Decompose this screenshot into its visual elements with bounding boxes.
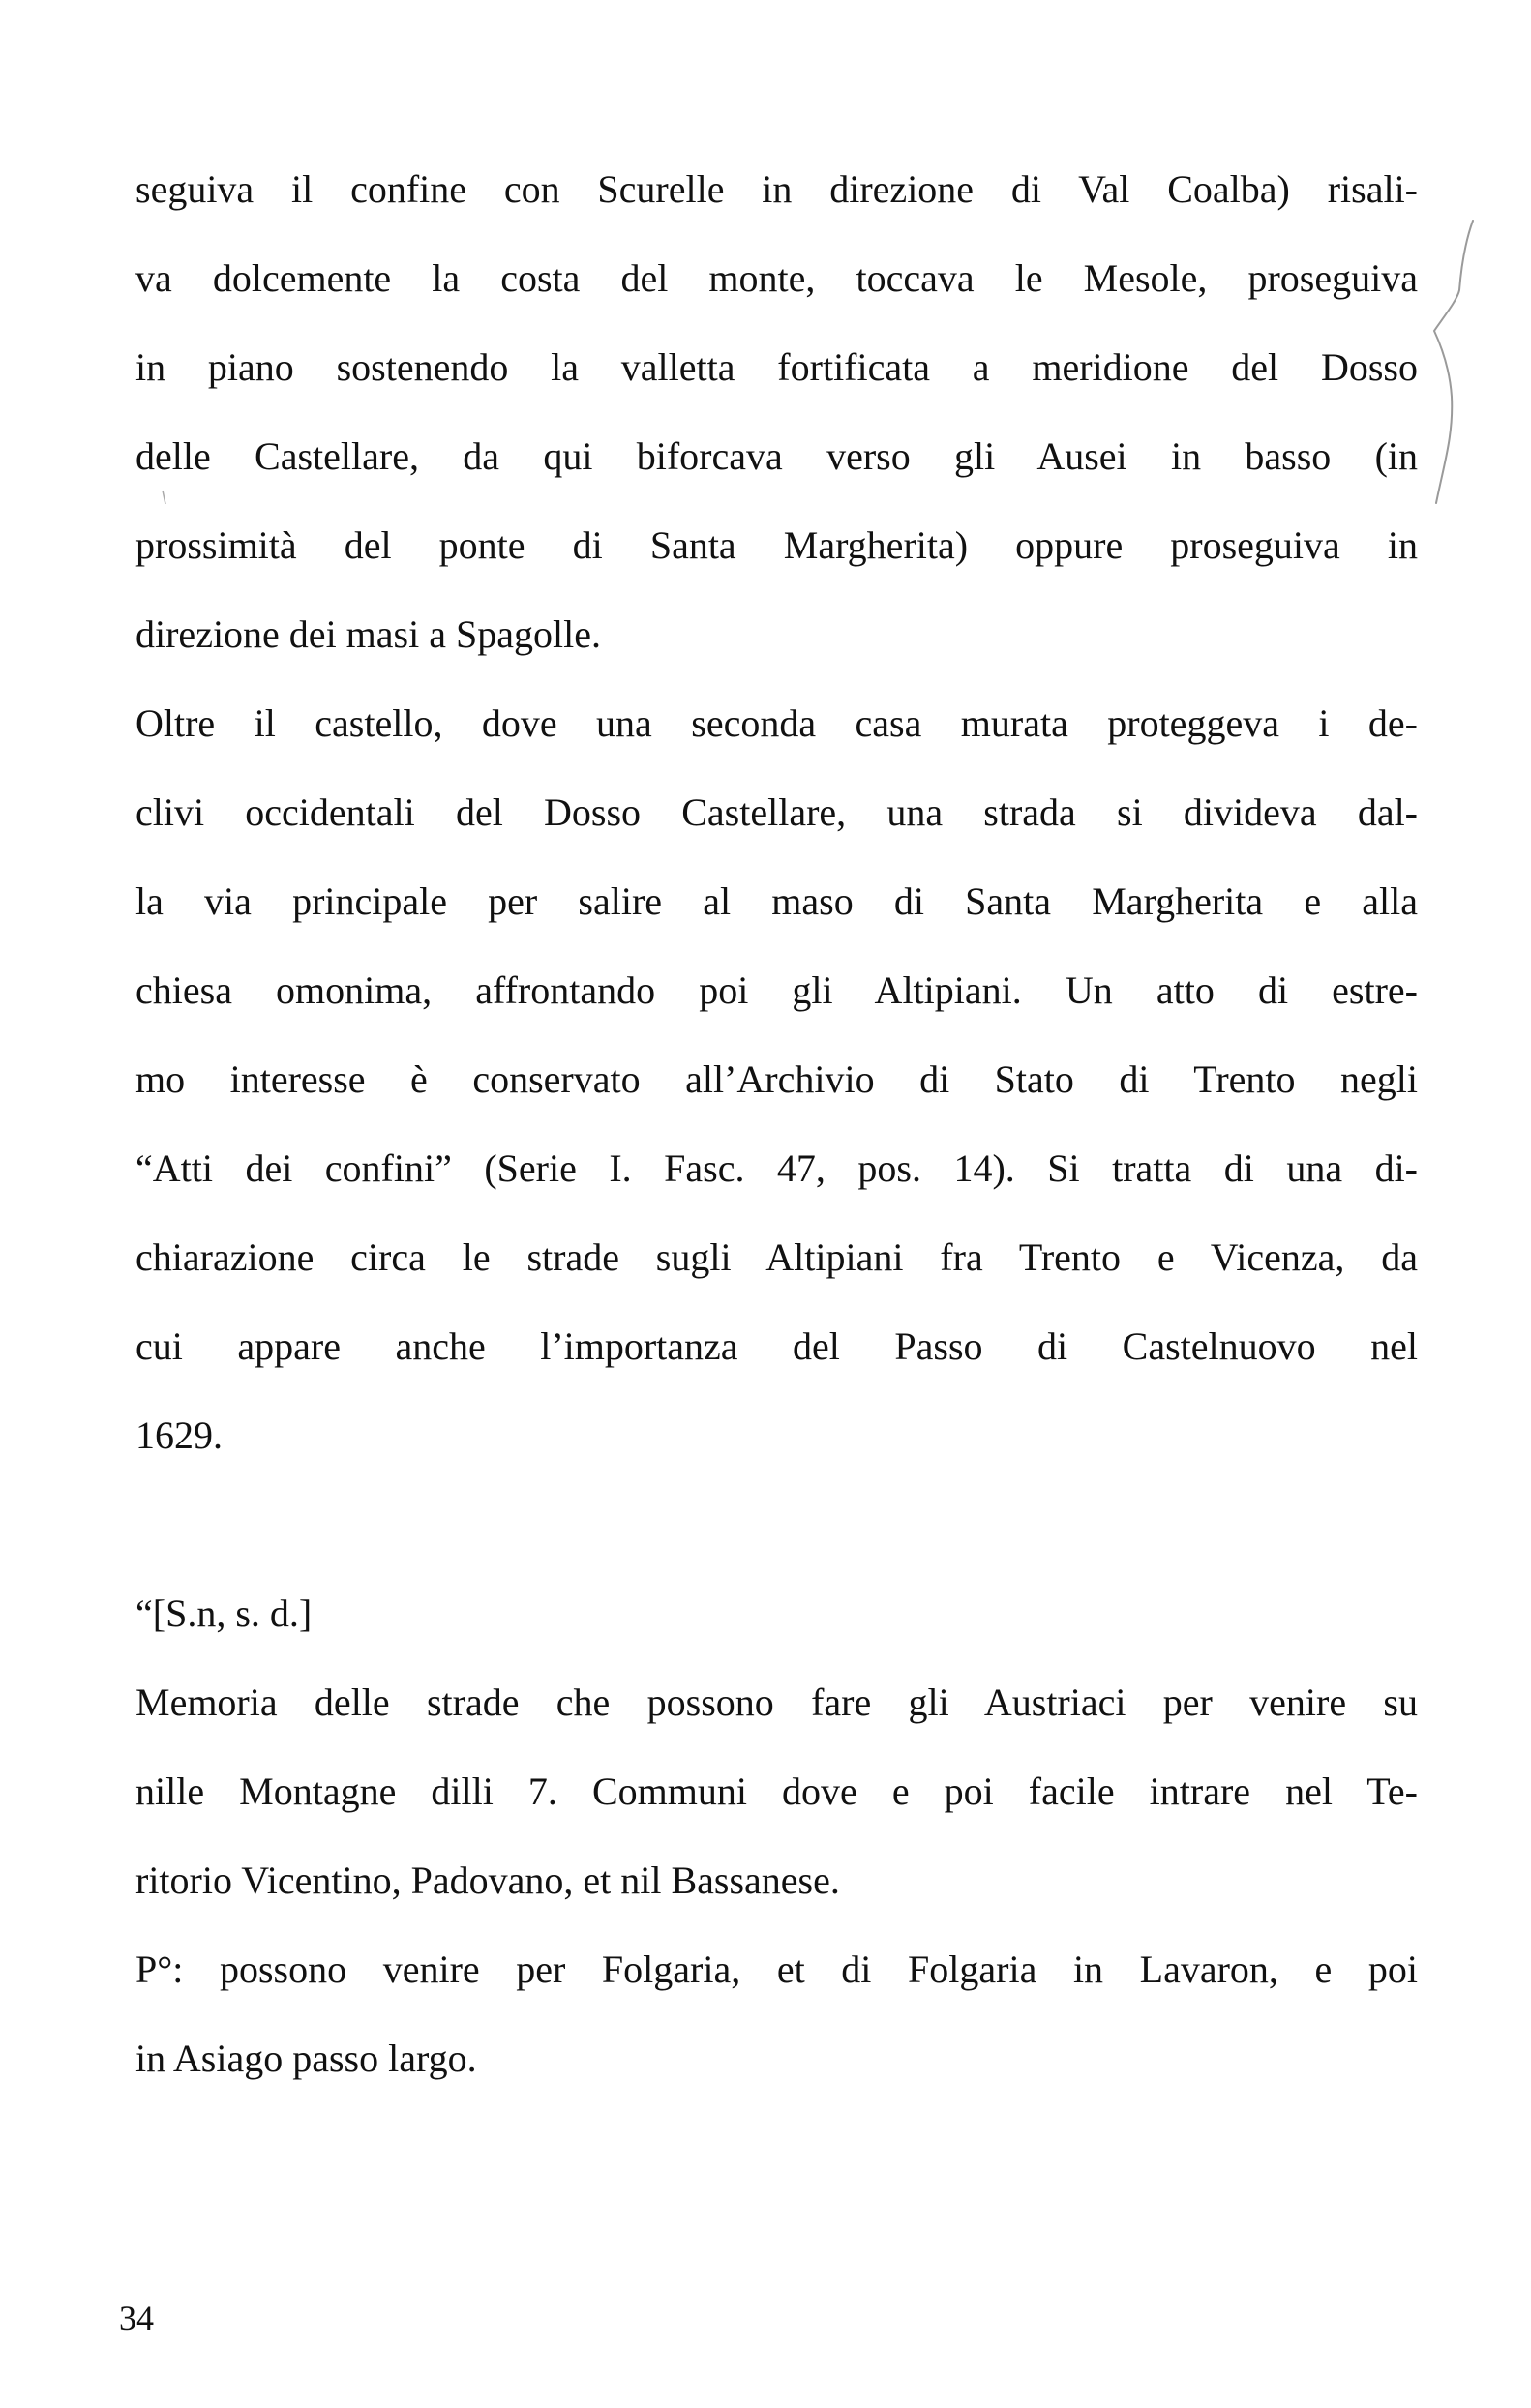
paragraph — [135, 145, 1418, 679]
text-line: ritorio Vicentino, Padovano, et nil Bassanese. — [135, 1858, 840, 1902]
quote-paragraph — [135, 1925, 1418, 2103]
paragraph-spacer — [135, 1480, 1418, 1569]
paragraph — [135, 679, 1418, 1480]
pencil-tick-icon — [160, 489, 169, 508]
text-line: prossimità del ponte di Santa Margherita) oppure proseguiva in — [135, 523, 1418, 567]
text-line: 1629. — [135, 1413, 223, 1457]
text-line: direzione dei masi a Spagolle. — [135, 612, 601, 656]
page-number: 34 — [119, 2299, 154, 2337]
text-line: seguiva il confine con Scurelle in direzione di Val Coalba) risali- — [135, 167, 1418, 211]
text-line: la via principale per salire al maso di Santa Margherita e alla — [135, 879, 1418, 923]
text-line: “Atti dei confini” (Serie I. Fasc. 47, pos. 14). Si tratta di una di- — [135, 1146, 1418, 1190]
text-line: va dolcemente la costa del monte, toccava le Mesole, proseguiva — [135, 256, 1418, 300]
text-line: nille Montagne dilli 7. Communi dove e poi facile intrare nel Te- — [135, 1769, 1418, 1813]
text-line: Oltre il castello, dove una seconda casa murata proteggeva i de- — [135, 701, 1418, 745]
text-line: cui appare anche l’importanza del Passo di Castelnuovo nel — [135, 1324, 1418, 1368]
text-line: mo interesse è conservato all’Archivio di Stato di Trento negli — [135, 1057, 1418, 1101]
text-line: P°: possono venire per Folgaria, et di Folgaria in Lavaron, e poi — [135, 1947, 1418, 1991]
pencil-bracket-mark-icon — [1423, 213, 1481, 522]
text-line: chiarazione circa le strade sugli Altipiani fra Trento e Vicenza, da — [135, 1235, 1418, 1279]
text-line: delle Castellare, da qui biforcava verso gli Ausei in basso (in — [135, 434, 1418, 478]
quote-paragraph — [135, 1658, 1418, 1925]
text-line: “[S.n, s. d.] — [135, 1591, 313, 1635]
text-line: in piano sostenendo la valletta fortificata a meridione del Dosso — [135, 345, 1418, 389]
text-line: in Asiago passo largo. — [135, 2036, 477, 2080]
quote-heading — [135, 1569, 1418, 1658]
text-line: chiesa omonima, affrontando poi gli Altipiani. Un atto di estre- — [135, 968, 1418, 1012]
text-line: Memoria delle strade che possono fare gli Austriaci per venire su — [135, 1680, 1418, 1724]
text-line: clivi occidentali del Dosso Castellare, una strada si divideva dal- — [135, 790, 1418, 834]
body-text — [135, 145, 1418, 2103]
